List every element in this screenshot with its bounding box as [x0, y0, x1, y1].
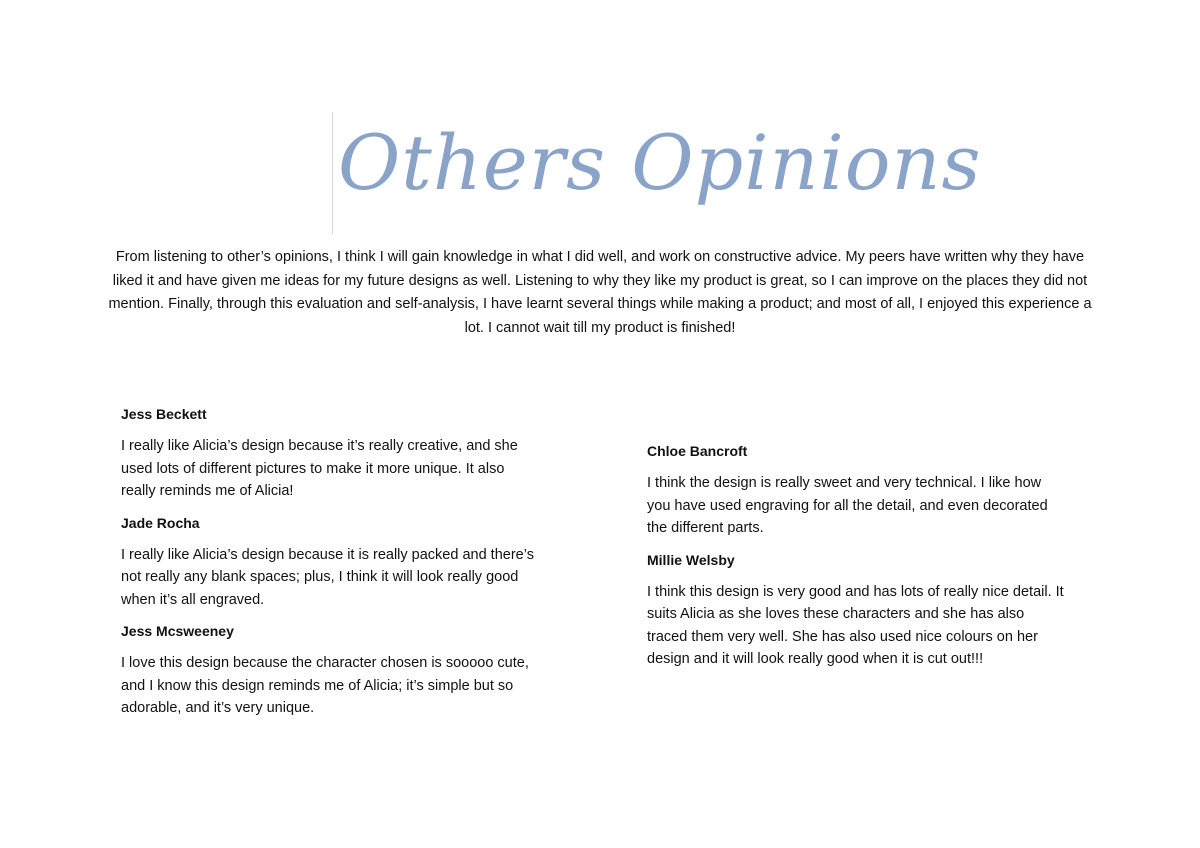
reviewer-comment: I think the design is really sweet and very technical. I like how you have used engraving for all the detail, and even decorated the different parts. [647, 475, 1048, 536]
reviewer-name: Jess Mcsweeney [121, 623, 234, 639]
opinions-right-column [647, 441, 1067, 681]
reviewer-name: Millie Welsby [647, 551, 735, 568]
reviewer-comment: I think this design is very good and has lots of really nice detail. It suits Alicia as she loves these characters and she has also traced them very well. She has also used nice colours on her design and it will look really good when it is cut out!!! [647, 583, 1064, 667]
reviewer-name: Chloe Bancroft [647, 443, 748, 459]
reviewer-comment: I love this design because the character chosen is sooooo cute, and I know this design reminds me of Alicia; it’s simple but so adorable, and it’s very unique. [121, 655, 529, 716]
title-divider [332, 112, 333, 234]
page-title: Others Opinions [338, 118, 982, 207]
reviewer-name: Jade Rocha [121, 514, 200, 531]
reviewer-name: Jess Beckett [121, 406, 207, 422]
title-block [332, 112, 982, 234]
intro-paragraph: From listening to other’s opinions, I think I will gain knowledge in what I did well, and work on constructive advice. My peers have written why they have liked it and have given me ideas for my future designs as well. Listening to why they like my product is great, so I can improve on the places they did not mention. Finally, through this evaluation and self-analysis, I have learnt several things while making a product; and most of all, I enjoyed this experience a lot. I cannot wait till my product is finished! [108, 249, 1092, 336]
opinions-left-column [121, 404, 541, 730]
reviewer-comment: I really like Alicia’s design because it is really packed and there’s not really any blank spaces; plus, I think it will look really good when it’s all engraved. [121, 546, 534, 608]
reviewer-comment: I really like Alicia’s design because it’s really creative, and she used lots of different pictures to make it more unique. It also really reminds me of Alicia! [121, 438, 518, 499]
